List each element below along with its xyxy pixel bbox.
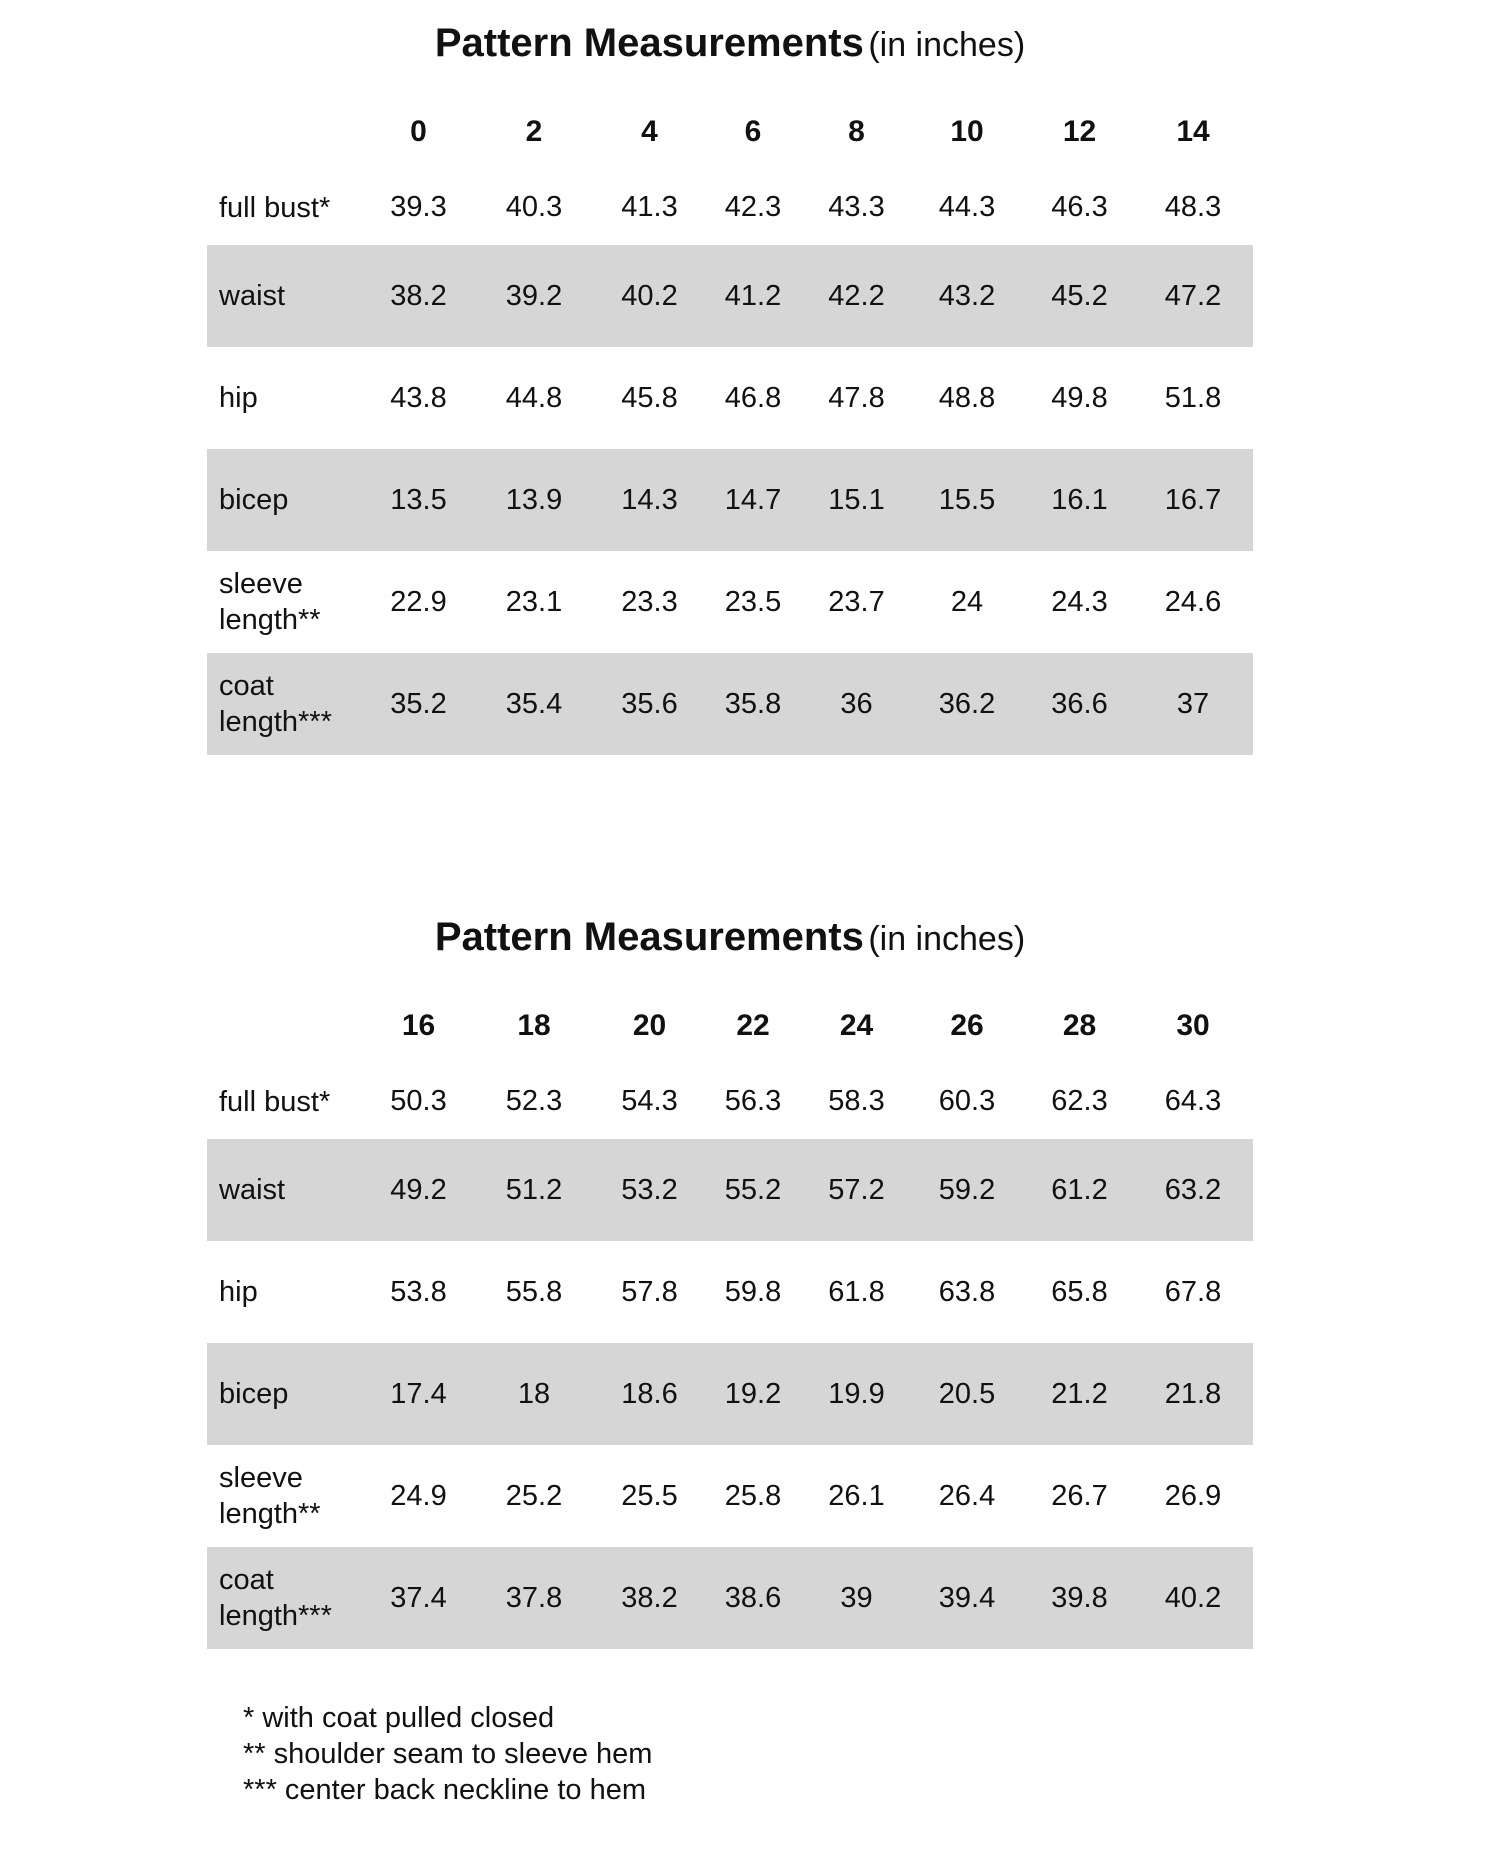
row-label: [207, 653, 367, 755]
measurement-cell: 16.1: [1026, 449, 1133, 551]
table-title-main: Pattern Measurements: [434, 915, 864, 959]
row-label-line: hip: [219, 1276, 258, 1308]
measurement-cell: 26.4: [938, 1479, 996, 1512]
measurement-cell: 44.8: [505, 381, 563, 414]
table-row: [207, 1064, 1253, 1139]
header-corner: [207, 988, 367, 1064]
footnote: ** shoulder seam to sleeve hem: [243, 1738, 653, 1770]
row-label: [207, 1343, 367, 1445]
size-header: 4: [641, 115, 658, 148]
measurement-cell: 55.8: [505, 1275, 563, 1308]
measurement-cell: 15.5: [908, 449, 1026, 551]
size-header: 22: [736, 1009, 770, 1042]
size-header: 30: [1176, 1009, 1210, 1042]
row-label-line: length**: [219, 1498, 321, 1530]
measurement-cell: 25.8: [724, 1479, 782, 1512]
table-row: [207, 653, 1253, 755]
row-label-line: length***: [219, 1600, 332, 1632]
measurement-cell: 36.6: [1026, 653, 1133, 755]
measurement-cell: 61.2: [1026, 1139, 1133, 1241]
measurement-cell: 42.3: [724, 191, 782, 223]
measurement-cell: 59.2: [908, 1139, 1026, 1241]
measurement-cell: 54.3: [621, 1085, 678, 1117]
table-title-sub: (in inches): [868, 26, 1026, 64]
measurement-cell: 17.4: [367, 1343, 470, 1445]
footnote: *** center back neckline to hem: [243, 1774, 646, 1806]
measurement-cell: 35.4: [470, 653, 598, 755]
table-title: [207, 18, 1253, 77]
measurement-cell: 36.2: [908, 653, 1026, 755]
size-header: 0: [410, 115, 427, 148]
row-label: [207, 347, 367, 449]
measurement-cell: 47.8: [828, 381, 885, 414]
measurement-cell: 22.9: [390, 585, 447, 618]
size-header: 18: [517, 1009, 551, 1042]
measurement-cell: 64.3: [1164, 1085, 1222, 1117]
table-row: [207, 245, 1253, 347]
measurement-cell: 38.2: [598, 1547, 701, 1649]
measurement-cell: 56.3: [724, 1085, 782, 1117]
measurement-cell: 59.8: [724, 1275, 782, 1308]
measurement-cell: 49.2: [367, 1139, 470, 1241]
size-header: 24: [839, 1009, 874, 1042]
footnote: * with coat pulled closed: [243, 1702, 555, 1734]
size-header: 28: [1062, 1009, 1097, 1042]
measurement-cell: 55.2: [701, 1139, 805, 1241]
size-header-row: [207, 94, 1253, 170]
measurement-cell: 40.2: [598, 245, 701, 347]
table-row: [207, 1139, 1253, 1241]
measurement-cell: 19.9: [805, 1343, 908, 1445]
measurement-cell: 43.2: [908, 245, 1026, 347]
measurement-cell: 53.8: [390, 1275, 447, 1308]
size-header: 14: [1176, 115, 1210, 148]
measurement-cell: 23.1: [505, 585, 563, 618]
row-label: [207, 170, 367, 245]
measurement-cell: 40.2: [1133, 1547, 1253, 1649]
measurement-cell: 48.3: [1164, 191, 1222, 223]
row-label-line: bicep: [219, 484, 289, 516]
footnotes: [243, 1700, 652, 1808]
row-label-line: waist: [219, 280, 286, 312]
measurement-cell: 35.6: [598, 653, 701, 755]
size-header: 20: [632, 1009, 667, 1042]
row-label-line: bicep: [219, 1378, 289, 1410]
measurement-cell: 36: [805, 653, 908, 755]
measurement-cell: 48.8: [938, 381, 996, 414]
measurement-cell: 44.3: [938, 191, 996, 223]
row-label-line: full bust*: [219, 191, 331, 224]
row-label-line: coat: [219, 670, 274, 702]
measurement-cell: 26.9: [1164, 1479, 1222, 1512]
measurement-cell: 51.2: [470, 1139, 598, 1241]
measurement-cell: 15.1: [805, 449, 908, 551]
measurement-cell: 63.8: [938, 1275, 996, 1308]
measurement-cell: 51.8: [1164, 381, 1222, 414]
measurement-cell: 19.2: [701, 1343, 805, 1445]
measurements-table: [207, 94, 1253, 755]
measurement-cell: 24.9: [390, 1479, 447, 1512]
row-label: [207, 551, 367, 653]
measurement-cell: 62.3: [1051, 1085, 1108, 1117]
measurement-cell: 41.3: [621, 191, 678, 223]
measurement-cell: 21.8: [1133, 1343, 1253, 1445]
measurement-cell: 43.3: [828, 191, 885, 223]
size-header: 2: [525, 115, 543, 148]
measurement-cell: 21.2: [1026, 1343, 1133, 1445]
measurement-cell: 49.8: [1051, 381, 1108, 414]
header-corner: [207, 94, 367, 170]
measurement-cell: 13.5: [367, 449, 470, 551]
row-label: [207, 245, 367, 347]
measurement-cell: 58.3: [828, 1085, 885, 1117]
measurement-cell: 61.8: [828, 1275, 885, 1308]
measurement-cell: 23.3: [621, 585, 678, 618]
row-label: [207, 1241, 367, 1343]
row-label-line: length***: [219, 706, 332, 738]
measurement-cell: 26.1: [828, 1479, 885, 1512]
table-title-main: Pattern Measurements: [434, 21, 864, 65]
measurement-cell: 38.6: [701, 1547, 805, 1649]
size-header: 12: [1062, 115, 1097, 148]
measurement-cell: 35.2: [367, 653, 470, 755]
table-row: [207, 551, 1253, 653]
measurement-cell: 39: [805, 1547, 908, 1649]
measurement-cell: 50.3: [390, 1085, 447, 1117]
measurement-cell: 39.8: [1026, 1547, 1133, 1649]
measurement-cell: 37: [1133, 653, 1253, 755]
measurement-cell: 43.8: [390, 381, 447, 414]
measurement-cell: 35.8: [701, 653, 805, 755]
measurement-cell: 45.2: [1026, 245, 1133, 347]
measurement-cell: 20.5: [908, 1343, 1026, 1445]
table-row: [207, 347, 1253, 449]
measurement-cell: 23.7: [828, 585, 885, 618]
table-row: [207, 170, 1253, 245]
measurement-cell: 57.2: [805, 1139, 908, 1241]
row-label-line: sleeve: [219, 1462, 303, 1494]
row-label: [207, 1445, 367, 1547]
measurement-cell: 14.7: [701, 449, 805, 551]
measurement-cell: 24: [950, 585, 984, 618]
table-row: [207, 1547, 1253, 1649]
row-label-line: coat: [219, 1564, 274, 1596]
measurement-cell: 24.3: [1051, 585, 1108, 618]
size-header: 10: [950, 115, 984, 148]
table-row: [207, 1241, 1253, 1343]
table-row: [207, 1343, 1253, 1445]
measurement-cell: 47.2: [1133, 245, 1253, 347]
measurement-cell: 39.2: [470, 245, 598, 347]
row-label: [207, 449, 367, 551]
measurement-cell: 37.4: [367, 1547, 470, 1649]
measurements-table: [207, 988, 1253, 1649]
row-label-line: hip: [219, 382, 258, 414]
measurement-cell: 18.6: [598, 1343, 701, 1445]
measurement-cell: 46.3: [1051, 191, 1108, 223]
measurement-cell: 38.2: [367, 245, 470, 347]
measurement-cell: 52.3: [505, 1085, 563, 1117]
size-header: 26: [950, 1009, 984, 1042]
measurement-cell: 40.3: [505, 191, 563, 223]
measurement-cell: 67.8: [1164, 1275, 1222, 1308]
measurement-cell: 39.3: [390, 191, 447, 223]
table-title-sub: (in inches): [868, 920, 1026, 958]
measurement-cell: 53.2: [598, 1139, 701, 1241]
measurement-cell: 42.2: [805, 245, 908, 347]
measurement-cell: 26.7: [1051, 1479, 1108, 1512]
measurement-cell: 24.6: [1164, 585, 1222, 618]
measurement-cell: 45.8: [621, 381, 678, 414]
row-label-line: waist: [219, 1174, 286, 1206]
measurement-cell: 13.9: [470, 449, 598, 551]
row-label-line: length**: [219, 604, 321, 636]
measurement-cell: 39.4: [908, 1547, 1026, 1649]
size-header: 6: [744, 115, 762, 148]
table-title: [207, 912, 1253, 971]
measurement-cell: 25.2: [505, 1479, 563, 1512]
size-header: 8: [848, 115, 865, 148]
measurement-cell: 60.3: [938, 1085, 996, 1117]
size-header: 16: [401, 1009, 436, 1042]
row-label: [207, 1547, 367, 1649]
measurement-cell: 41.2: [701, 245, 805, 347]
measurement-cell: 65.8: [1051, 1275, 1108, 1308]
measurement-cell: 14.3: [598, 449, 701, 551]
measurement-cell: 23.5: [724, 585, 782, 618]
measurement-cell: 63.2: [1133, 1139, 1253, 1241]
measurement-cell: 37.8: [470, 1547, 598, 1649]
measurement-cell: 16.7: [1133, 449, 1253, 551]
row-label: [207, 1139, 367, 1241]
size-header-row: [207, 988, 1253, 1064]
row-label-line: full bust*: [219, 1085, 331, 1118]
table-row: [207, 1445, 1253, 1547]
measurement-cell: 46.8: [724, 381, 782, 414]
table-row: [207, 449, 1253, 551]
measurement-cell: 18: [470, 1343, 598, 1445]
row-label-line: sleeve: [219, 568, 303, 600]
measurement-cell: 57.8: [621, 1275, 678, 1308]
row-label: [207, 1064, 367, 1139]
measurement-cell: 25.5: [621, 1479, 678, 1512]
